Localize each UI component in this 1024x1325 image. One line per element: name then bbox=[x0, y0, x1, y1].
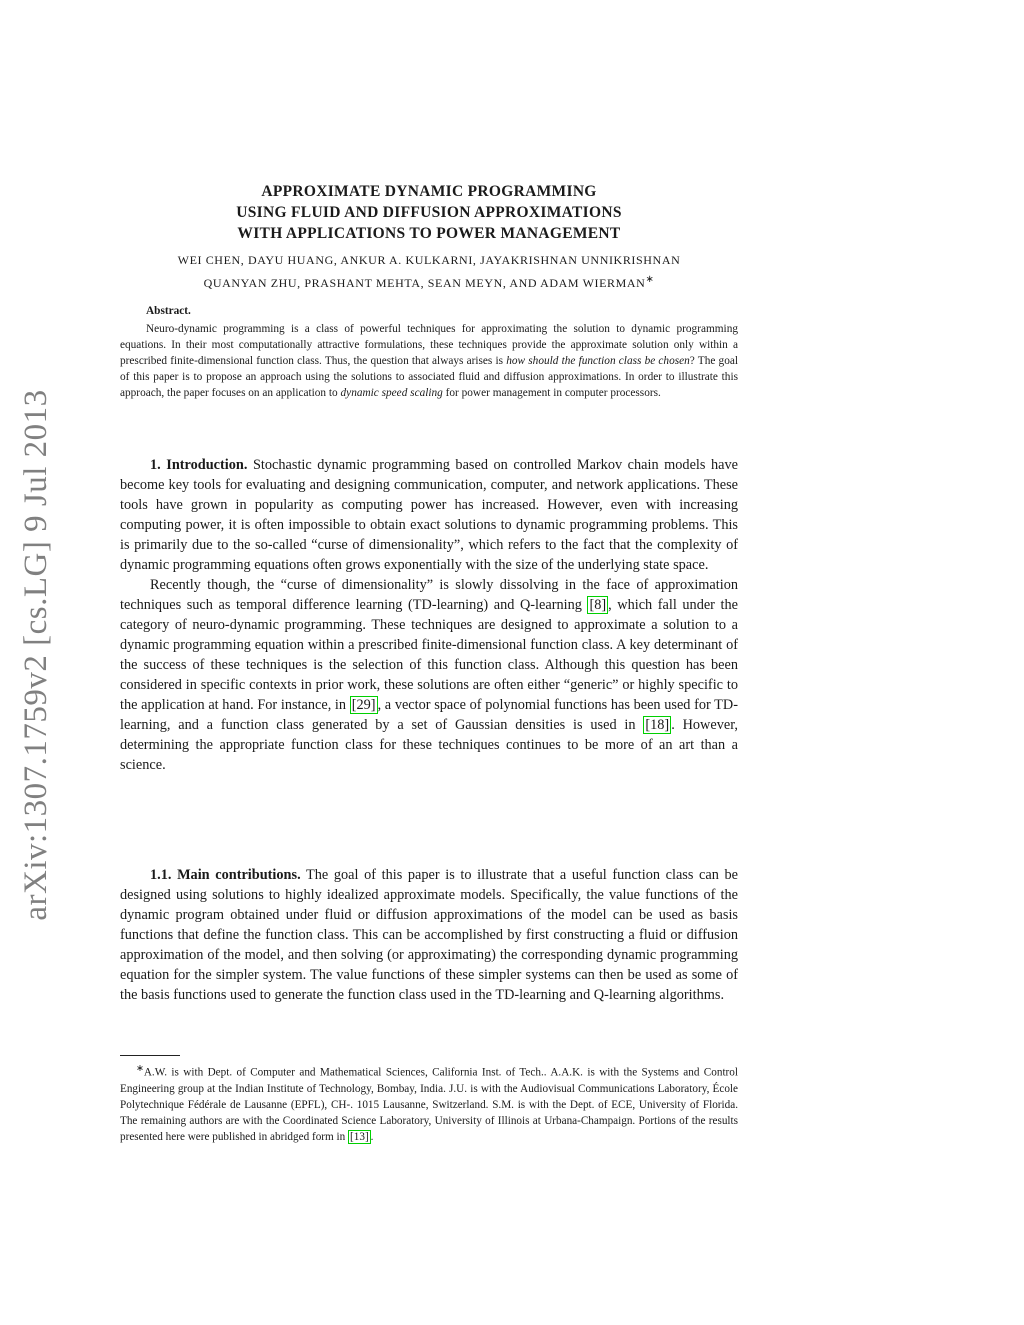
intro-paragraph-2 bbox=[120, 575, 738, 775]
title-line-3: WITH APPLICATIONS TO POWER MANAGEMENT bbox=[237, 225, 621, 242]
intro-p2-text-a: Recently though, the “curse of dimensionality” is slowly dissolving in the face of approximation techniques such as temporal difference learning (TD-learning) and Q-learning bbox=[120, 577, 738, 613]
authors-line-2 bbox=[112, 270, 746, 293]
author-list bbox=[112, 250, 746, 293]
citation-link-8[interactable]: [8] bbox=[589, 597, 607, 613]
abstract bbox=[120, 303, 738, 401]
abstract-emphasis-1: how should the function class be chosen bbox=[506, 355, 690, 367]
footnote-text: A.W. is with Dept. of Computer and Mathematical Sciences, California Inst. of Tech.. A.A.K. is with the Systems and Control Engineering group at the Indian Institute of Technology, Bombay, India. J.U. is with the Audiovisual Communications Laboratory, École Polytechnique Fédérale de Lausanne (EPFL), CH-. 1015 Lausanne, Switzerland. S.M. is with the Dept. of ECE, University of Florida. The remaining authors are with the Coordinated Science Laboratory, University of Illinois at Urbana-Champaign. Portions of the results presented here were published in abridged form in bbox=[120, 1066, 738, 1143]
footnote-paragraph bbox=[120, 1061, 738, 1145]
abstract-emphasis-2: dynamic speed scaling bbox=[340, 387, 443, 399]
footnote-mark: ∗ bbox=[136, 1064, 144, 1074]
intro-p2-text-c: , a vector space of polynomial functions has been used for TD-learning, and a function class generated by a set of Gaussian densities is used in bbox=[120, 697, 738, 733]
title-line-1: APPROXIMATE DYNAMIC PROGRAMMING bbox=[261, 183, 597, 200]
footnote-divider bbox=[120, 1055, 180, 1056]
main-contrib-heading: 1.1. Main contributions. bbox=[150, 867, 301, 883]
paper-title bbox=[120, 181, 738, 244]
citation-link-13[interactable]: [13] bbox=[350, 1130, 369, 1143]
abstract-text-3: for power management in computer processors. bbox=[442, 387, 661, 399]
main-contrib-paragraph bbox=[120, 865, 738, 1005]
intro-paragraph-1 bbox=[120, 455, 738, 575]
citation-link-29[interactable]: [29] bbox=[351, 697, 376, 713]
intro-p2-text-b: , which fall under the category of neuro-dynamic programming. These techniques are designed to approximate a solution to a dynamic programming equation within a prescribed finite-dimensional function class. A key determinant of the success of these techniques is the selection of this function class. Although this question has been considered in specific contexts in prior work, these solutions are often either “generic” or highly specific to the application at hand. For instance, in bbox=[120, 597, 738, 713]
citation-link-18[interactable]: [18] bbox=[645, 717, 670, 733]
abstract-text-1: Neuro-dynamic programming is a class of powerful techniques for approximating the solution to dynamic programming equations. In their most computationally attractive formulations, these techniques provide the approximate solution only within a prescribed finite-dimensional function class. Thus, the question that always arises is bbox=[120, 323, 738, 367]
authors-line-2-text: QUANYAN ZHU, PRASHANT MEHTA, SEAN MEYN, AND ADAM WIERMAN bbox=[203, 276, 646, 290]
abstract-text-2: ? The goal of this paper is to propose an approach using the solutions to associated fluid and diffusion approximations. In order to illustrate this approach, the paper focuses on an application to bbox=[120, 355, 738, 399]
intro-heading: 1. Introduction. bbox=[150, 457, 248, 473]
intro-p2-text-d: . However, determining the appropriate function class for these techniques continues to be more of an art than a science. bbox=[120, 717, 738, 773]
abstract-heading: Abstract. bbox=[146, 305, 191, 317]
arxiv-identifier: arXiv:1307.1759v2 [cs.LG] 9 Jul 2013 bbox=[18, 389, 54, 921]
main-contributions-section bbox=[120, 865, 738, 1005]
intro-p1-text: Stochastic dynamic programming based on controlled Markov chain models have become key tools for evaluating and designing communication, computer, and network applications. These tools have grown in popularity as computing power has increased. However, even with increasing computing power, it is often impossible to obtain exact solutions to dynamic programming problems. This is primarily due to the so-called “curse of dimensionality”, which refers to the fact that the complexity of dynamic programming equations often grows exponentially with the size of the underlying state space. bbox=[120, 457, 738, 573]
authors-line-1: WEI CHEN, DAYU HUANG, ANKUR A. KULKARNI, JAYAKRISHNAN UNNIKRISHNAN bbox=[177, 253, 681, 267]
abstract-body bbox=[120, 321, 738, 401]
title-line-2: USING FLUID AND DIFFUSION APPROXIMATIONS bbox=[236, 204, 622, 221]
main-contrib-text: The goal of this paper is to illustrate that a useful function class can be designed using solutions to highly idealized approximate models. Specifically, the value functions of the dynamic program obtained under fluid or diffusion approximations of the model can be used as basis functions that define the function class. This can be accomplished by first constructing a fluid or diffusion approximation of the model, and then solving (or approximating) the corresponding dynamic programming equation for the simpler system. The value functions of these simpler systems can then be used as some of the basis functions used to generate the function class used in the TD-learning and Q-learning algorithms. bbox=[120, 867, 739, 1003]
introduction-section bbox=[120, 455, 738, 775]
footnote-end: . bbox=[370, 1130, 374, 1143]
footnote bbox=[120, 1061, 738, 1145]
author-footnote-mark: ∗ bbox=[645, 274, 655, 285]
